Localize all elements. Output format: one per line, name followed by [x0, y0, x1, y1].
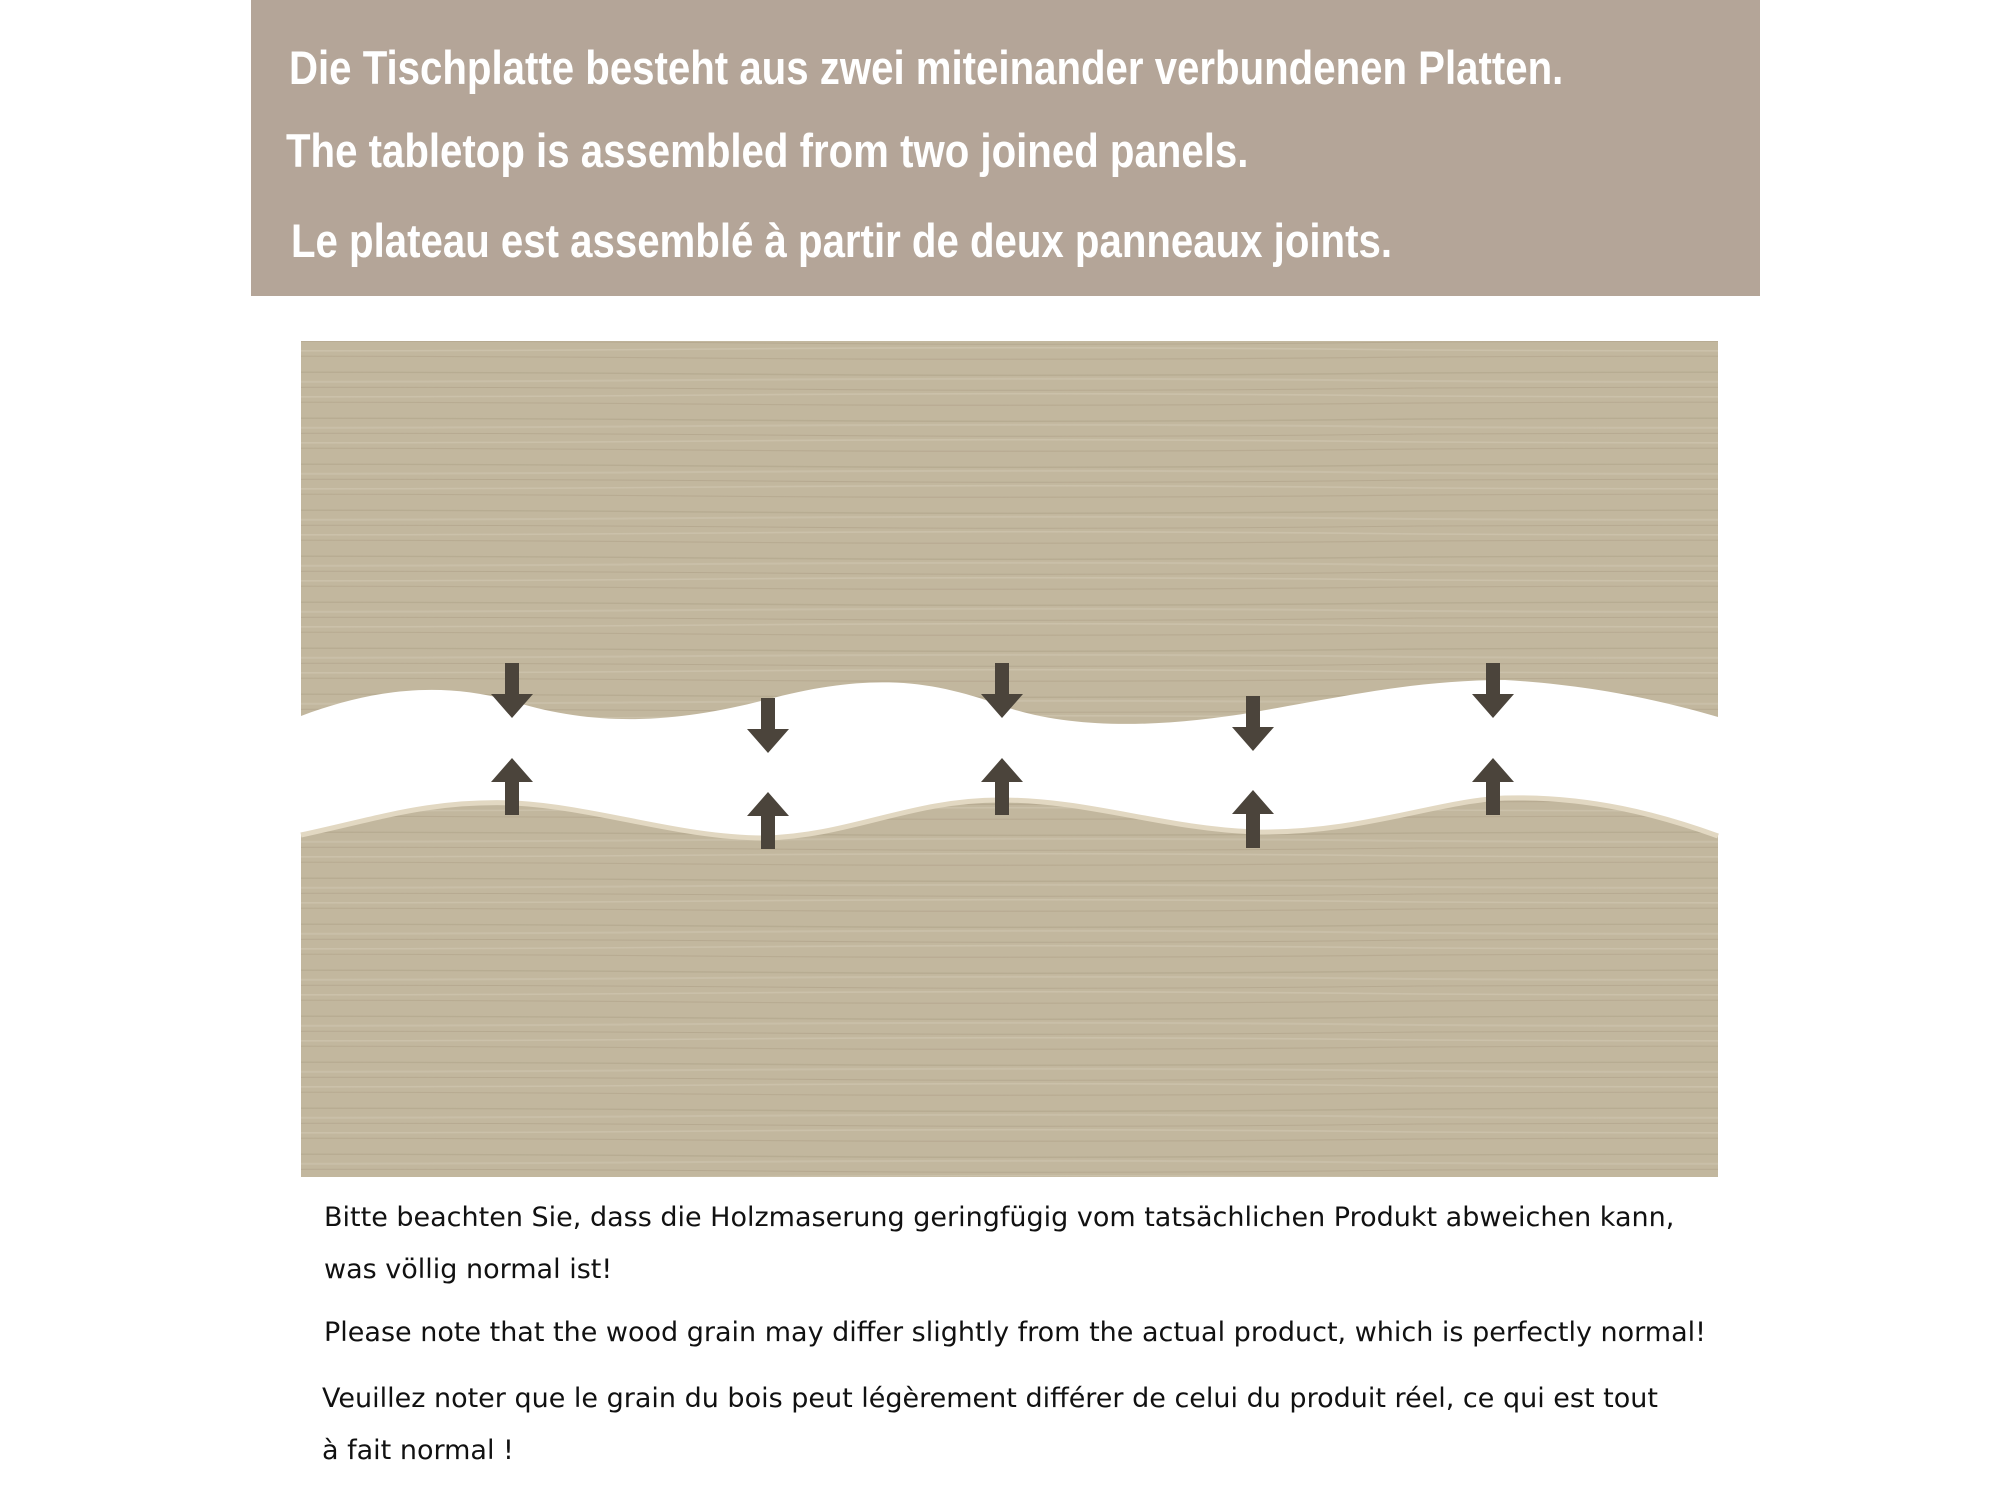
down-arrow-icon	[747, 698, 789, 753]
note-french-line1: Veuillez noter que le grain du bois peut légèrement différer de celui du produit réel, ce qui est tout	[322, 1383, 1658, 1414]
header-line-german: Die Tischplatte besteht aus zwei miteinander verbundenen Platten.	[289, 41, 1564, 94]
note-german-line2: was völlig normal ist!	[324, 1254, 613, 1285]
note-german	[324, 1192, 1674, 1296]
note-french-line2: à fait normal !	[322, 1435, 514, 1466]
arrow-pair-2	[747, 698, 789, 849]
header-line-french: Le plateau est assemblé à partir de deux panneaux joints.	[291, 214, 1392, 267]
note-german-line1: Bitte beachten Sie, dass die Holzmaserung geringfügig vom tatsächlichen Produkt abweichen kann,	[324, 1202, 1675, 1233]
arrow-pair-5	[1472, 663, 1514, 815]
note-french	[322, 1373, 1658, 1477]
arrow-pair-4	[1232, 696, 1274, 848]
bottom-panel	[301, 798, 1718, 1177]
header-line-english: The tabletop is assembled from two joined panels.	[286, 124, 1249, 177]
note-english: Please note that the wood grain may differ slightly from the actual product, which is perfectly normal!	[324, 1317, 1706, 1348]
